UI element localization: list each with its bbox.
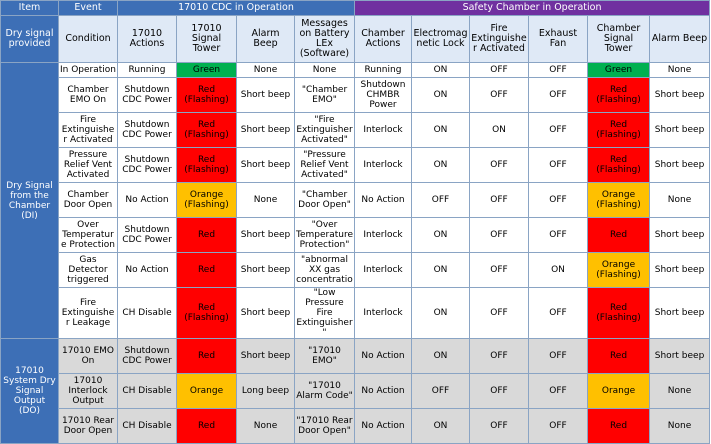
event-header: Event <box>59 1 118 16</box>
alarm-beep-chamber-cell: None <box>650 63 710 78</box>
alarm-beep-chamber-cell: Short beep <box>650 339 710 374</box>
chamber-signal-tower-cell: Orange (Flashing) <box>588 183 650 218</box>
alarm-beep-chamber-cell: Short beep <box>650 148 710 183</box>
table-row <box>1 409 710 444</box>
group-dry-signal-provided: Dry signal provided <box>1 16 59 63</box>
condition-cell: Over Temperature Protection <box>59 218 118 253</box>
electromagnetic-lock-cell: OFF <box>412 374 470 409</box>
actions-17010-cell: No Action <box>118 253 177 288</box>
fire-extinguisher-cell: OFF <box>470 183 529 218</box>
col-electromagnetic-lock: Electromag netic Lock <box>412 16 470 63</box>
actions-17010-cell: Shutdown CDC Power <box>118 148 177 183</box>
message-cell: "abnormal XX gas concentratio <box>295 253 355 288</box>
signal-tower-17010-cell: Red <box>177 253 237 288</box>
alarm-beep-17010-cell: Short beep <box>237 253 295 288</box>
message-cell: "Pressure Relief Vent Activated" <box>295 148 355 183</box>
electromagnetic-lock-cell: OFF <box>412 183 470 218</box>
col-fire-extinguisher: Fire Extinguisher Activated <box>470 16 529 63</box>
chamber-signal-tower-cell: Red (Flashing) <box>588 113 650 148</box>
signal-tower-17010-cell: Orange (Flashing) <box>177 183 237 218</box>
chamber-signal-tower-cell: Red <box>588 409 650 444</box>
message-cell: "Chamber Door Open" <box>295 183 355 218</box>
actions-17010-cell: CH Disable <box>118 374 177 409</box>
alarm-beep-chamber-cell: Short beep <box>650 78 710 113</box>
alarm-beep-17010-cell: Long beep <box>237 374 295 409</box>
fire-extinguisher-cell: OFF <box>470 63 529 78</box>
chamber-signal-tower-cell: Orange (Flashing) <box>588 253 650 288</box>
condition-cell: In Operation <box>59 63 118 78</box>
signal-tower-17010-cell: Red <box>177 218 237 253</box>
chamber-signal-tower-cell: Red <box>588 339 650 374</box>
chamber-signal-tower-cell: Red (Flashing) <box>588 148 650 183</box>
alarm-beep-chamber-cell: None <box>650 409 710 444</box>
exhaust-fan-cell: OFF <box>529 63 588 78</box>
signal-tower-17010-cell: Red <box>177 339 237 374</box>
signal-tower-17010-cell: Red (Flashing) <box>177 113 237 148</box>
alarm-beep-chamber-cell: None <box>650 183 710 218</box>
condition-cell: Chamber EMO On <box>59 78 118 113</box>
col-exhaust-fan: Exhaust Fan <box>529 16 588 63</box>
electromagnetic-lock-cell: ON <box>412 218 470 253</box>
actions-17010-cell: Shutdown CDC Power <box>118 78 177 113</box>
alarm-beep-17010-cell: Short beep <box>237 148 295 183</box>
group-system-output: 17010 System Dry Signal Output (DO) <box>1 339 59 444</box>
exhaust-fan-cell: OFF <box>529 113 588 148</box>
chamber-signal-tower-cell: Orange <box>588 374 650 409</box>
safety-chamber-header: Safety Chamber in Operation <box>355 1 710 16</box>
chamber-actions-cell: No Action <box>355 374 412 409</box>
electromagnetic-lock-cell: ON <box>412 148 470 183</box>
col-chamber-actions: Chamber Actions <box>355 16 412 63</box>
signal-tower-17010-cell: Green <box>177 63 237 78</box>
signal-tower-17010-cell: Red (Flashing) <box>177 78 237 113</box>
electromagnetic-lock-cell: ON <box>412 63 470 78</box>
message-cell: "Low Pressure Fire Extinguisher" <box>296 288 353 338</box>
electromagnetic-lock-cell: ON <box>412 288 470 339</box>
chamber-actions-cell: Interlock <box>355 288 412 339</box>
condition-cell: 17010 EMO On <box>59 339 118 374</box>
table-row <box>1 183 710 218</box>
chamber-signal-tower-cell: Red (Flashing) <box>588 78 650 113</box>
alarm-beep-chamber-cell: Short beep <box>650 288 710 339</box>
exhaust-fan-cell: OFF <box>529 409 588 444</box>
chamber-signal-tower-cell: Red <box>588 218 650 253</box>
table-row <box>1 374 710 409</box>
fire-extinguisher-cell: OFF <box>470 374 529 409</box>
chamber-actions-cell: Interlock <box>355 148 412 183</box>
col-condition: Condition <box>59 16 118 63</box>
message-cell: "17010 Rear Door Open" <box>295 409 355 444</box>
alarm-beep-17010-cell: Short beep <box>237 288 295 339</box>
exhaust-fan-cell: OFF <box>529 218 588 253</box>
condition-cell: Fire Extinguisher Leakage <box>59 288 118 339</box>
alarm-beep-17010-cell: Short beep <box>237 218 295 253</box>
actions-17010-cell: Shutdown CDC Power <box>118 113 177 148</box>
chamber-actions-cell: No Action <box>355 409 412 444</box>
message-cell: None <box>295 63 355 78</box>
actions-17010-cell: Shutdown CDC Power <box>118 339 177 374</box>
electromagnetic-lock-cell: ON <box>412 113 470 148</box>
actions-17010-cell: CH Disable <box>118 288 177 339</box>
alarm-beep-17010-cell: Short beep <box>237 78 295 113</box>
chamber-signal-tower-cell: Red (Flashing) <box>588 288 650 339</box>
fire-extinguisher-cell: OFF <box>470 148 529 183</box>
actions-17010-cell: CH Disable <box>118 409 177 444</box>
electromagnetic-lock-cell: ON <box>412 409 470 444</box>
chamber-signal-tower-cell: Green <box>588 63 650 78</box>
table-row <box>1 148 710 183</box>
signal-tower-17010-cell: Orange <box>177 374 237 409</box>
actions-17010-cell: Running <box>118 63 177 78</box>
signal-tower-17010-cell: Red <box>177 409 237 444</box>
exhaust-fan-cell: OFF <box>529 148 588 183</box>
cdc-operation-header: 17010 CDC in Operation <box>118 1 355 16</box>
alarm-beep-17010-cell: None <box>237 63 295 78</box>
col-chamber-signal-tower: Chamber Signal Tower <box>588 16 650 63</box>
alarm-beep-chamber-cell: Short beep <box>650 218 710 253</box>
actions-17010-cell: Shutdown CDC Power <box>118 218 177 253</box>
actions-17010-cell: No Action <box>118 183 177 218</box>
table-row <box>1 288 710 339</box>
condition-cell: Pressure Relief Vent Activated <box>59 148 118 183</box>
condition-cell: 17010 Interlock Output <box>59 374 118 409</box>
fire-extinguisher-cell: OFF <box>470 218 529 253</box>
message-cell: "Chamber EMO" <box>295 78 355 113</box>
table-row <box>1 218 710 253</box>
condition-cell: Chamber Door Open <box>59 183 118 218</box>
chamber-actions-cell: No Action <box>355 339 412 374</box>
fire-extinguisher-cell: OFF <box>470 288 529 339</box>
chamber-actions-cell: Interlock <box>355 253 412 288</box>
message-cell: "17010 Alarm Code" <box>295 374 355 409</box>
chamber-actions-cell: Shutdown CHMBR Power <box>355 78 412 113</box>
exhaust-fan-cell: OFF <box>529 78 588 113</box>
alarm-beep-chamber-cell: None <box>650 374 710 409</box>
condition-cell: Gas Detector triggered <box>59 253 118 288</box>
chamber-actions-cell: No Action <box>355 183 412 218</box>
electromagnetic-lock-cell: ON <box>412 253 470 288</box>
exhaust-fan-cell: OFF <box>529 288 588 339</box>
fire-extinguisher-cell: OFF <box>470 78 529 113</box>
condition-cell: Fire Extinguisher Activated <box>59 113 118 148</box>
col-17010-signal-tower: 17010 Signal Tower <box>177 16 237 63</box>
message-cell: "17010 EMO" <box>295 339 355 374</box>
chamber-actions-cell: Interlock <box>355 113 412 148</box>
exhaust-fan-cell: OFF <box>529 339 588 374</box>
header-row-1 <box>1 1 710 16</box>
col-alarm-beep-chamber: Alarm Beep <box>650 16 710 63</box>
condition-cell: 17010 Rear Door Open <box>59 409 118 444</box>
alarm-beep-17010-cell: None <box>237 409 295 444</box>
col-17010-actions: 17010 Actions <box>118 16 177 63</box>
signal-tower-17010-cell: Red (Flashing) <box>177 288 237 339</box>
alarm-beep-chamber-cell: Short beep <box>650 113 710 148</box>
fire-extinguisher-cell: OFF <box>470 409 529 444</box>
header-row-2 <box>1 16 710 63</box>
table-row <box>1 253 710 288</box>
table-row <box>1 63 710 78</box>
fire-extinguisher-cell: OFF <box>470 339 529 374</box>
col-messages: Messages on Battery LEx (Software) <box>295 16 355 63</box>
message-cell: "Fire Extinguisher Activated" <box>295 113 355 148</box>
fire-extinguisher-cell: ON <box>470 113 529 148</box>
fire-extinguisher-cell: OFF <box>470 253 529 288</box>
alarm-beep-17010-cell: Short beep <box>237 113 295 148</box>
exhaust-fan-cell: OFF <box>529 374 588 409</box>
item-header: Item <box>1 1 59 16</box>
electromagnetic-lock-cell: ON <box>412 339 470 374</box>
exhaust-fan-cell: ON <box>529 253 588 288</box>
table-row <box>1 339 710 374</box>
group-dry-signal-chamber: Dry Signal from the Chamber (DI) <box>1 63 59 339</box>
col-alarm-beep-17010: Alarm Beep <box>237 16 295 63</box>
alarm-beep-chamber-cell: Short beep <box>650 253 710 288</box>
chamber-actions-cell: Interlock <box>355 218 412 253</box>
signal-tower-17010-cell: Red (Flashing) <box>177 148 237 183</box>
table-row <box>1 78 710 113</box>
electromagnetic-lock-cell: ON <box>412 78 470 113</box>
chamber-actions-cell: Running <box>355 63 412 78</box>
alarm-beep-17010-cell: Short beep <box>237 339 295 374</box>
alarm-beep-17010-cell: None <box>237 183 295 218</box>
table-row <box>1 113 710 148</box>
message-cell: "Over Temperature Protection" <box>295 218 355 253</box>
exhaust-fan-cell: OFF <box>529 183 588 218</box>
